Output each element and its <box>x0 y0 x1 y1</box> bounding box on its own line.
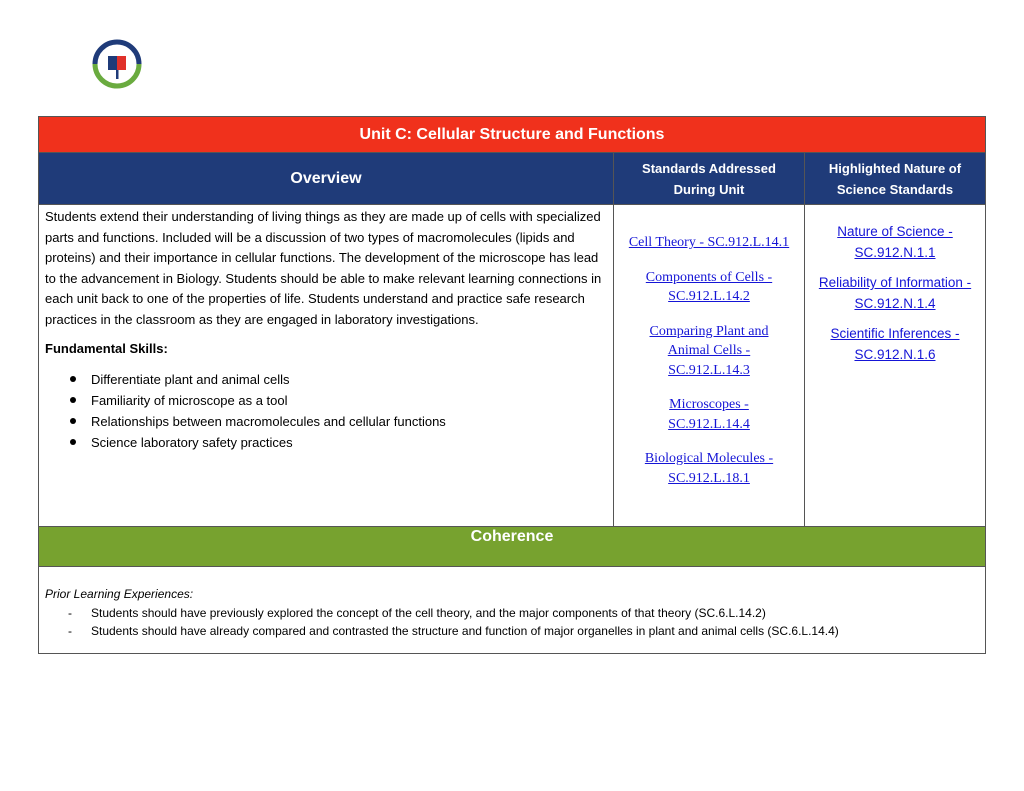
unit-title: Unit C: Cellular Structure and Functions <box>39 117 985 153</box>
nature-header <box>805 153 985 204</box>
standard-link-microscopes[interactable]: Microscopes - SC.912.L.14.4 <box>668 397 750 432</box>
bullet-icon <box>70 397 76 403</box>
standard-link-components-of-cells[interactable]: Components of Cells - SC.912.L.14.2 <box>645 269 773 304</box>
prior-learning-label: Prior Learning Experiences: <box>45 587 194 601</box>
prior-item-text: Students should have already compared and contrasted the structure and function of major organelles in plant and animal cells (SC.6.L.14.4) <box>91 624 839 638</box>
bullet-icon <box>70 439 76 445</box>
header-row <box>39 153 985 205</box>
bullet-icon <box>70 418 76 424</box>
standards-header <box>614 153 805 204</box>
nature-link-nature-of-science[interactable]: Nature of Science - SC.912.N.1.1 <box>837 224 953 260</box>
skill-text: Relationships between macromolecules and cellular functions <box>91 414 446 430</box>
skill-text: Familiarity of microscope as a tool <box>91 393 288 409</box>
fundamental-skills-label: Fundamental Skills: <box>45 340 168 356</box>
district-logo-icon <box>92 39 142 89</box>
skills-list <box>45 369 607 453</box>
nature-link-scientific-inferences[interactable]: Scientific Inferences - SC.912.N.1.6 <box>830 326 960 362</box>
list-item <box>45 432 607 453</box>
list-item <box>45 604 979 623</box>
unit-table <box>38 116 986 654</box>
list-item <box>45 622 979 641</box>
coherence-header: Coherence <box>39 527 985 567</box>
list-item <box>45 369 607 390</box>
standard-link-comparing-cells[interactable]: Comparing Plant and Animal Cells - SC.912.L.14.3 <box>649 323 769 378</box>
prior-learning-cell <box>39 567 985 653</box>
dash-bullet-icon: - <box>68 624 72 638</box>
skill-text: Science laboratory safety practices <box>91 435 293 451</box>
standard-link-biological-molecules[interactable]: Biological Molecules - SC.912.L.18.1 <box>644 451 774 486</box>
list-item <box>45 411 607 432</box>
nature-link-reliability[interactable]: Reliability of Information - SC.912.N.1.4 <box>818 275 972 311</box>
standards-cell <box>614 205 805 526</box>
overview-paragraph: Students extend their understanding of living things as they are made up of cells with specialized parts and functions. Included will be a discussion of two types of macromolecules (lipids and proteins) and their importance in cellular functions. The development of the microscope has lead to the advancement in Biology. Students should be able to make relevant learning connections in each unit back to one of the properties of life. Students understand and practice safe research practices in the classroom as they are engaged in laboratory investigations. <box>45 209 602 327</box>
list-item <box>45 390 607 411</box>
nature-standards-cell <box>805 205 985 526</box>
prior-item-text: Students should have previously explored the concept of the cell theory, and the major components of that theory (SC.6.L.14.2) <box>91 605 766 620</box>
bullet-icon <box>70 376 76 382</box>
overview-header: Overview <box>39 153 614 204</box>
nature-header-text: Highlighted Nature of Science Standards <box>828 160 962 197</box>
skill-text: Differentiate plant and animal cells <box>91 372 290 388</box>
standards-header-text: Standards Addressed During Unit <box>642 160 776 197</box>
standard-link-cell-theory[interactable]: Cell Theory - SC.912.L.14.1 <box>628 235 790 250</box>
dash-bullet-icon: - <box>68 605 72 620</box>
overview-cell <box>39 205 614 526</box>
content-row <box>39 205 985 527</box>
